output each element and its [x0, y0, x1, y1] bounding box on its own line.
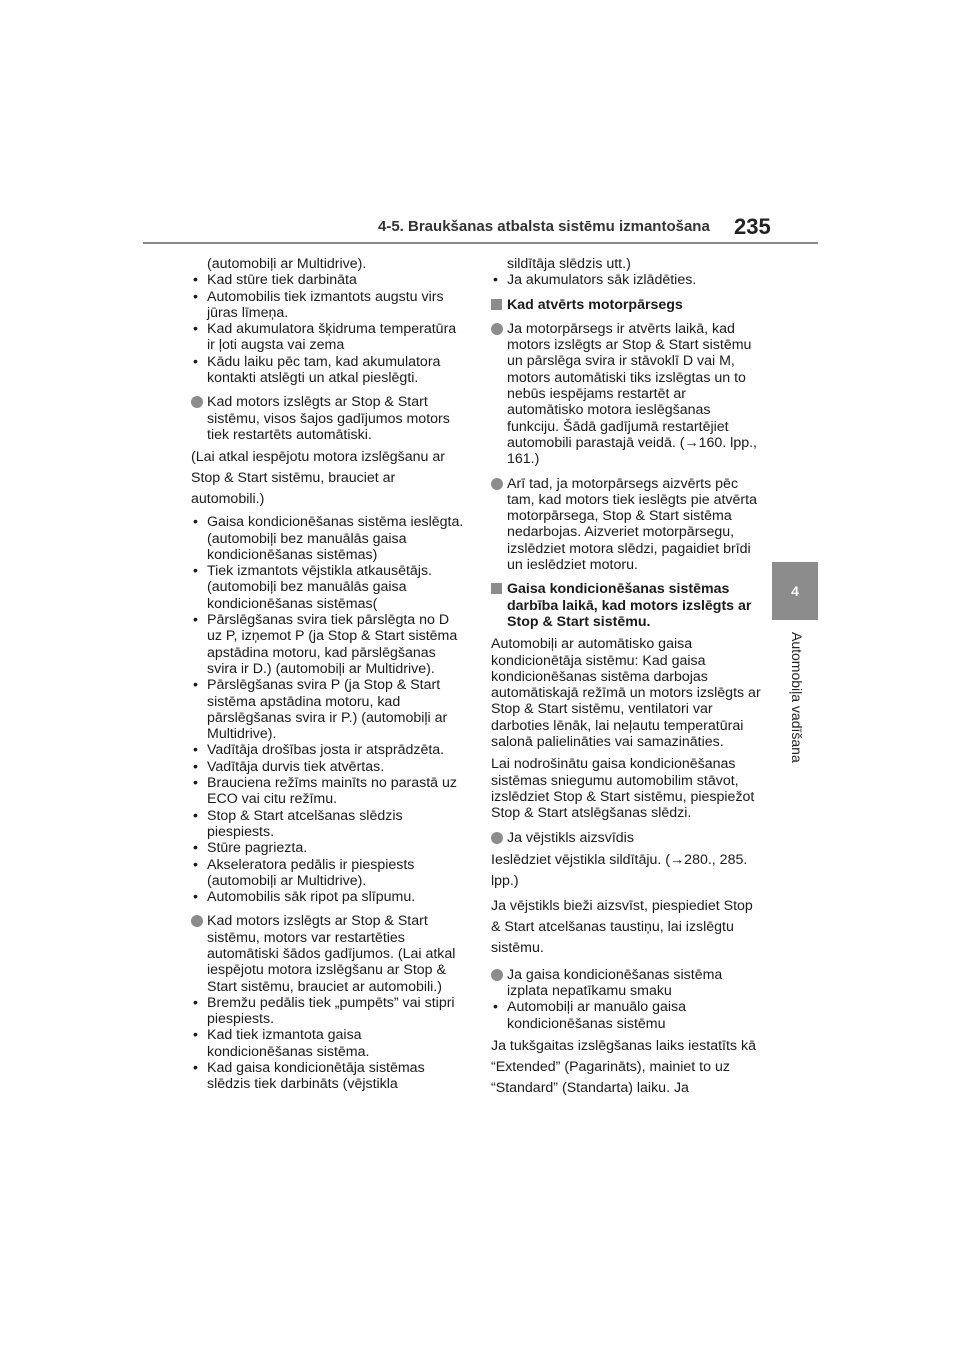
section-heading	[491, 581, 766, 630]
list-item: • Stop & Start atcelšanas slēdzis piespiests.	[191, 808, 466, 841]
circle-bullet-icon	[191, 396, 203, 408]
continued-text: sildītāja slēdzis utt.)	[507, 256, 631, 272]
circle-bullet-icon	[491, 832, 503, 844]
right-column	[491, 256, 766, 1099]
header-divider	[143, 242, 818, 244]
paragraph: Ja tukšgaitas izslēgšanas laiks iestatīts kā “Extended” (Pagarināts), mainiet to uz “Standard” (Standarta) laiku. Ja	[491, 1037, 756, 1096]
chapter-tab: 4	[772, 562, 818, 620]
list-item: • Pārslēgšanas svira tiek pārslēgta no D uz P, izņemot P (ja Stop & Start sistēma apstādina motoru, kad pārslēgšanas svira ir D.) (automobiļi ar Multidrive).	[191, 612, 466, 677]
running-header: 4-5. Braukšanas atbalsta sistēmu izmantošana	[378, 218, 710, 235]
list-item: • Kādu laiku pēc tam, kad akumulatora kontakti atslēgti un atkal pieslēgti.	[191, 354, 466, 387]
note-text: Kad motors izslēgts ar Stop & Start sistēmu, visos šajos gadījumos motors tiek restartēts automātiski.	[207, 394, 450, 443]
list-item: • Kad tiek izmantota gaisa kondicionēšanas sistēma.	[191, 1027, 466, 1060]
square-bullet-icon	[491, 583, 502, 594]
list-item: • Brauciena režīms mainīts no parastā uz ECO vai citu režīmu.	[191, 775, 466, 808]
circle-bullet-icon	[491, 323, 503, 335]
circle-bullet-icon	[191, 915, 203, 927]
paragraph: (Lai atkal iespējotu motora izslēgšanu ar Stop & Start sistēmu, brauciet ar automobili.)	[191, 449, 445, 508]
list-item: • Stūre pagriezta.	[191, 840, 466, 856]
note-item	[191, 394, 466, 443]
note-item	[491, 830, 766, 846]
paragraph: Lai nodrošinātu gaisa kondicionēšanas sistēmas sniegumu automobilim stāvot, izslēdziet Stop & Start sistēmu, piespiežot Stop & Start atslēgšanas slēdzi.	[491, 756, 755, 822]
paragraph: Ieslēdziet vējstikla sildītāju. (→280., 285. lpp.)	[491, 851, 748, 889]
list-item: • Gaisa kondicionēšanas sistēma ieslēgta. (automobiļi bez manuālās gaisa kondicionēšanas sistēmas)	[191, 514, 466, 563]
note-text: Ja gaisa kondicionēšanas sistēma izplata nepatīkamu smaku	[507, 966, 723, 1000]
list-item: • Vadītāja durvis tiek atvērtas.	[191, 759, 466, 775]
note-text: Arī tad, ja motorpārsegs aizvērts pēc tam, kad motors tiek ieslēgts pie atvērta motorpārsega, Stop & Start sistēma nedarbojas. Aizveriet motorpārsegu, izslēdziet motora slēdzi, pagaidiet brīdi un ieslēdziet motoru.	[507, 475, 757, 574]
list-item: • Automobilis tiek izmantots augstu virs jūras līmeņa.	[191, 289, 466, 322]
paragraph: Automobiļi ar automātisko gaisa kondicionētāja sistēmu: Kad gaisa kondicionēšanas sistēma darbojas automātiskajā režīmā un motors izslēgts ar Stop & Start sistēmu, ventilatori var darboties lēnāk, lai neļautu temperatūrai salonā palielināties vai samazināties.	[491, 636, 761, 751]
list-item: • Bremžu pedālis tiek „pumpēts” vai stipri piespiests.	[191, 995, 466, 1028]
note-text: Ja vējstikls aizsvīdis	[507, 829, 634, 846]
list-item: • Vadītāja drošības josta ir atsprādzēta.	[191, 742, 466, 758]
heading-text: Kad atvērts motorpārsegs	[507, 296, 683, 313]
note-text: Kad motors izslēgts ar Stop & Start sistēmu, motors var restartēties automātiski šādos gadījumos. (Lai atkal iespējotu motora izslēgšanu ar Stop & Start sistēmu, brauciet ar automobili.)	[207, 913, 456, 995]
note-item	[491, 321, 766, 468]
list-item: • Kad stūre tiek darbināta	[191, 272, 466, 288]
list-item: • Kad gaisa kondicionētāja sistēmas slēdzis tiek darbināts (vējstikla	[191, 1060, 466, 1093]
list-item: • Pārslēgšanas svira P (ja Stop & Start sistēma apstādina motoru, kad pārslēgšanas svira ir P.) (automobiļi ar Multidrive).	[191, 677, 466, 742]
page-number: 235	[734, 214, 771, 239]
list-item: • Automobiļi ar manuālo gaisa kondicionēšanas sistēmu	[491, 999, 766, 1032]
continued-text: (automobiļi ar Multidrive).	[207, 256, 367, 272]
list-item: • Kad akumulatora šķidruma temperatūra ir ļoti augsta vai zema	[191, 321, 466, 354]
note-item	[191, 913, 466, 994]
square-bullet-icon	[491, 299, 502, 310]
list-item: • Tiek izmantots vējstikla atkausētājs. (automobiļi bez manuālās gaisa kondicionēšanas sistēmas(	[191, 563, 466, 612]
left-column	[191, 256, 466, 1093]
list-item: • Akseleratora pedālis ir piespiests (automobiļi ar Multidrive).	[191, 857, 466, 890]
list-item: • Automobilis sāk ripot pa slīpumu.	[191, 889, 466, 905]
section-heading	[491, 297, 766, 313]
heading-text: Gaisa kondicionēšanas sistēmas darbība laikā, kad motors izslēgts ar Stop & Start sistēmu.	[507, 581, 752, 630]
list-item: • Ja akumulators sāk izlādēties.	[491, 272, 766, 288]
circle-bullet-icon	[491, 478, 503, 490]
note-text: Ja motorpārsegs ir atvērts laikā, kad motors izslēgts ar Stop & Start sistēmu un pārslēga svira ir stāvoklī D vai M, motors automātiski tiks izslēgtas un to nebūs iespējams restartēt ar automātisko motora ieslēgšanas funkciju. Šādā gadījumā restartējiet automobili parastajā veidā. (→160. lpp., 161.)	[507, 320, 757, 468]
note-item	[491, 967, 766, 1000]
note-item	[491, 476, 766, 574]
circle-bullet-icon	[491, 969, 503, 981]
paragraph: Ja vējstikls bieži aizsvīst, piespiediet Stop & Start atcelšanas taustiņu, lai izslēgtu sistēmu.	[491, 897, 753, 956]
chapter-label: Automobiļa vadīšana	[789, 632, 805, 763]
